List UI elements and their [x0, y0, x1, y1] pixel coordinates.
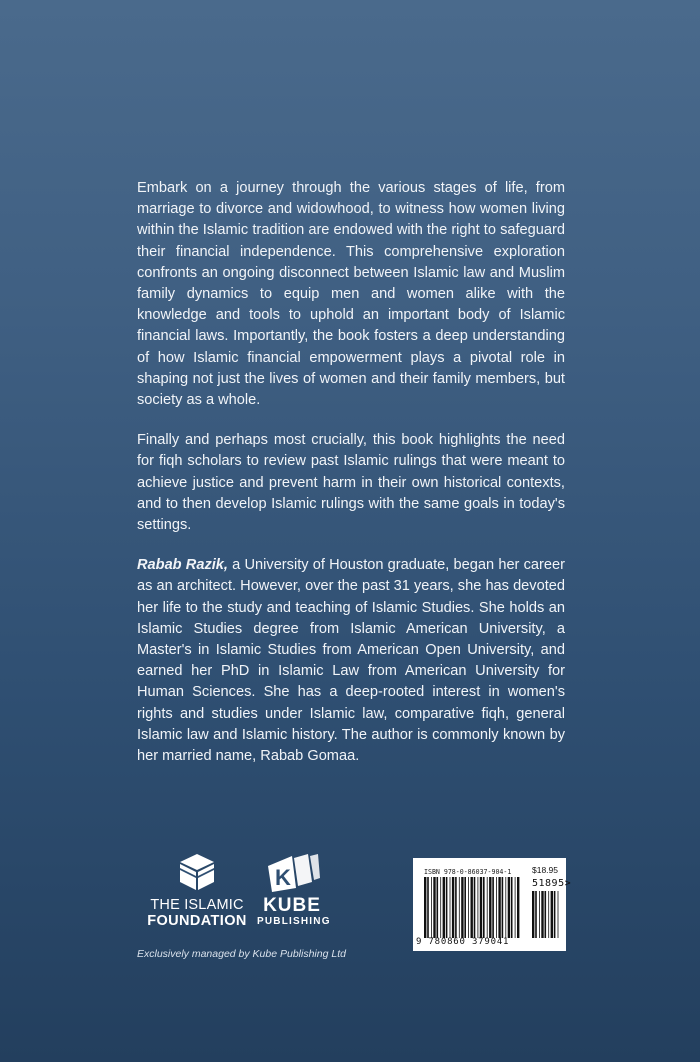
kube-book-icon	[262, 852, 322, 894]
isbn-digits: 9 780860 379041	[416, 937, 510, 947]
barcode-bar	[498, 877, 500, 938]
barcode-bar	[478, 877, 479, 938]
barcode-bar	[468, 877, 469, 938]
barcode-bar	[487, 877, 488, 938]
barcode-bar	[464, 877, 466, 938]
barcode-bar	[511, 877, 513, 938]
kube-publishing-logo	[257, 852, 331, 927]
barcode-bar	[545, 891, 547, 938]
barcode-bar	[551, 891, 553, 938]
barcode-bar	[489, 877, 491, 938]
barcode-bar	[474, 877, 476, 938]
author-name: Rabab Razik,	[137, 557, 228, 574]
barcode-bar	[459, 877, 460, 938]
islamic-foundation-logo	[137, 852, 257, 929]
barcode-bar	[535, 891, 537, 938]
blurb-paragraph-1: Embark on a journey through the various stages of life, from marriage to divorce and widowhood, to witness how women living within the Islamic tradition are endowed with the right to safeguard their financial independence. This comprehensive exploration confronts an ongoing disconnect between Islamic law and Muslim family dynamics to equip men and women alike with the knowledge and tools to uphold an important body of Islamic financial laws. Importantly, the book fosters a deep understanding of how Islamic financial empowerment plays a pivotal role in shaping not just the lives of women and their family members, but society as a whole.	[137, 180, 565, 409]
barcode-bar	[505, 877, 506, 938]
barcode-bar	[471, 877, 473, 938]
barcode-bar	[515, 877, 516, 938]
islamic-foundation-line1: THE ISLAMIC	[150, 897, 244, 913]
barcode-bar	[483, 877, 485, 938]
barcode-bar	[508, 877, 510, 938]
kube-wordmark: KUBE	[263, 895, 321, 916]
barcode-bar	[532, 891, 534, 938]
islamic-foundation-line2: FOUNDATION	[147, 913, 247, 929]
barcode-bar	[443, 877, 445, 938]
blurb-paragraph-2: Finally and perhaps most crucially, this book highlights the need for fiqh scholars to review past Islamic rulings that were meant to achieve justice and prevent harm in their own historical contexts, and to then develop Islamic rulings with the same goals in today's settings.	[137, 432, 565, 534]
kaaba-icon	[177, 852, 217, 892]
barcode-bar	[446, 877, 448, 938]
back-cover-blurb	[137, 178, 565, 786]
barcode-bar	[437, 877, 439, 938]
price-label: $18.95	[532, 865, 558, 875]
isbn-barcode	[413, 858, 572, 951]
main-barcode	[424, 877, 519, 938]
kube-subtitle: PUBLISHING	[257, 916, 331, 927]
publisher-logos	[137, 852, 387, 962]
barcode-bar	[558, 891, 559, 938]
barcode-bar	[433, 877, 435, 938]
barcode-bar	[541, 891, 543, 938]
author-bio	[137, 555, 565, 767]
barcode-bar	[554, 891, 556, 938]
barcode-bar	[450, 877, 451, 938]
barcode-bar	[452, 877, 454, 938]
addon-barcode	[532, 891, 558, 938]
barcode-bar	[461, 877, 463, 938]
barcode-bar	[424, 877, 426, 938]
barcode-bar	[539, 891, 540, 938]
barcode-bar	[502, 877, 504, 938]
barcode-bar	[496, 877, 497, 938]
barcode-bar	[427, 877, 429, 938]
barcode-bar	[440, 877, 441, 938]
barcode-bar	[548, 891, 549, 938]
barcode-bar	[480, 877, 482, 938]
author-bio-text: a University of Houston graduate, began her career as an architect. However, over the past 31 years, she has devoted her life to the study and teaching of Islamic Studies. She holds an Islamic Studies degree from Islamic American University, a Master's in Islamic Studies from American Open University, and earned her PhD in Islamic Law from American University for Human Sciences. She has a deep-rooted interest in women's rights and studies under Islamic law, comparative fiqh, general Islamic law and Islamic history. The author is commonly known by her married name, Rabab Gomaa.	[137, 557, 565, 765]
barcode-bar	[431, 877, 432, 938]
barcode-bar	[517, 877, 519, 938]
barcode-bar	[455, 877, 457, 938]
managed-by-note: Exclusively managed by Kube Publishing Ltd	[137, 948, 346, 960]
barcode-bar	[492, 877, 494, 938]
kube-letter: K	[275, 865, 291, 890]
price-addon-digits: 51895>	[532, 878, 572, 889]
isbn-label: ISBN 978-0-86037-904-1	[424, 868, 512, 876]
